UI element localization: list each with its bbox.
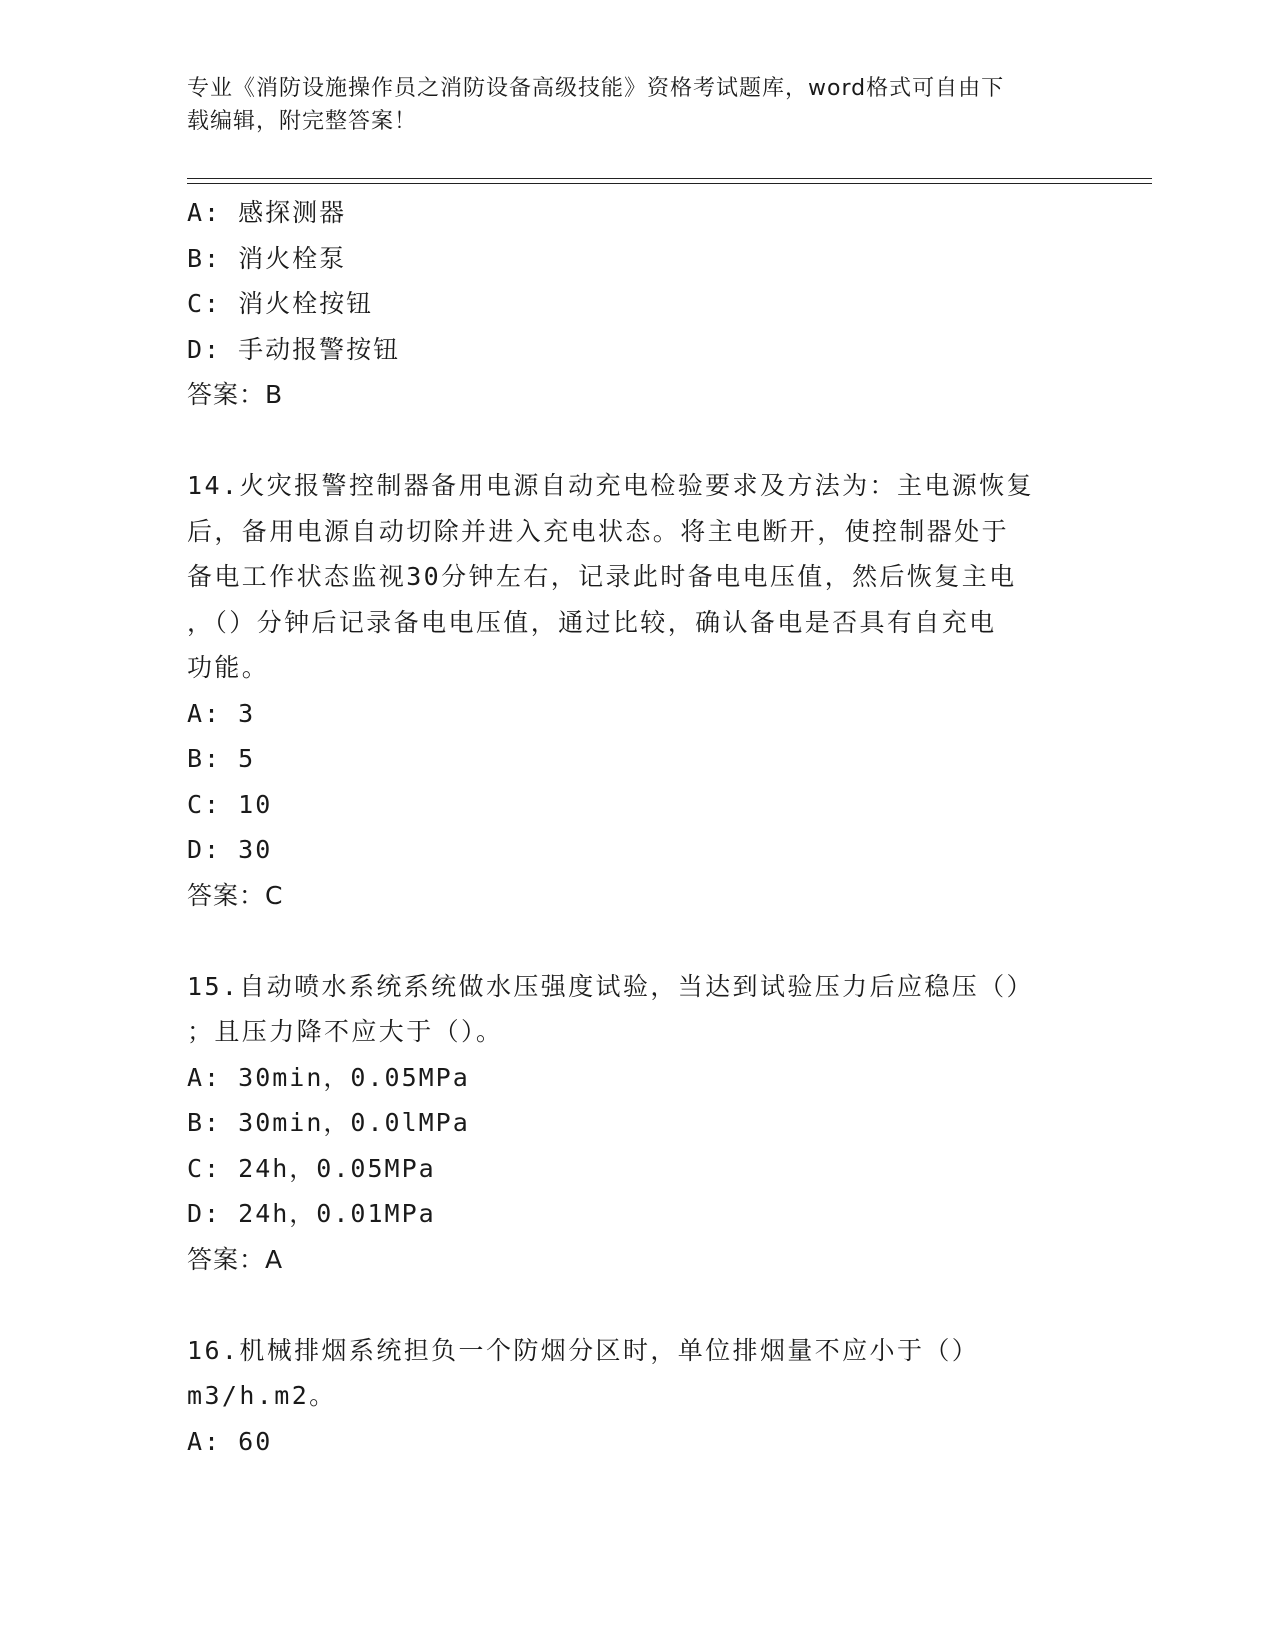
option-b: B: 30min，0.0lMPa [187, 1108, 470, 1137]
question-line: 15.自动喷水系统系统做水压强度试验，当达到试验压力后应稳压（） [187, 971, 1034, 1001]
question-text [187, 1328, 1087, 1419]
question-14 [187, 463, 1087, 918]
question-line: ，（）分钟后记录备电电压值，通过比较，确认备电是否具有自充电 [187, 607, 997, 637]
question-line: 后，备用电源自动切除并进入充电状态。将主电断开，使控制器处于 [187, 516, 1010, 546]
answer: 答案：B [187, 380, 284, 409]
document-header [187, 72, 1067, 138]
question-list [187, 190, 1087, 1464]
option-a: A: 30min，0.05MPa [187, 1062, 470, 1092]
option-d: D: 手动报警按钮 [187, 334, 401, 364]
question-line: 备电工作状态监视30分钟左右，记录此时备电电压值，然后恢复主电 [187, 562, 1017, 591]
option-c: C: 消火栓按钮 [187, 289, 374, 318]
option-b: B: 5 [187, 744, 256, 773]
option-d: D: 30 [187, 835, 273, 864]
question-text [187, 463, 1087, 691]
option-c: C: 24h，0.05MPa [187, 1153, 436, 1183]
header-divider-bottom [187, 183, 1152, 184]
header-divider-top [187, 178, 1152, 179]
question-line: 功能。 [187, 653, 270, 682]
option-d: D: 24h，0.01MPa [187, 1199, 436, 1228]
option-a: A: 60 [187, 1426, 273, 1456]
option-a: A: 3 [187, 698, 256, 728]
option-c: C: 10 [187, 789, 273, 819]
answer: 答案：C [187, 880, 284, 910]
spacer [187, 918, 1087, 964]
spacer [187, 1282, 1087, 1328]
option-b: B: 消火栓泵 [187, 243, 347, 273]
spacer [187, 418, 1087, 464]
question-line: 14.火灾报警控制器备用电源自动充电检验要求及方法为：主电源恢复 [187, 471, 1034, 500]
option-a: A: 感探测器 [187, 198, 347, 227]
header-line-2: 载编辑，附完整答案！ [187, 109, 418, 134]
question-13 [187, 190, 1087, 418]
question-line: ；且压力降不应大于（）。 [187, 1017, 504, 1046]
question-line: 16.机械排烟系统担负一个防烟分区时，单位排烟量不应小于（） [187, 1335, 980, 1365]
question-text [187, 964, 1087, 1055]
question-15 [187, 964, 1087, 1283]
question-16 [187, 1328, 1087, 1465]
question-line: m3/h.m2。 [187, 1381, 337, 1410]
answer: 答案：A [187, 1244, 284, 1274]
header-line-1: 专业《消防设施操作员之消防设备高级技能》资格考试题库，word格式可自由下 [187, 76, 1005, 101]
